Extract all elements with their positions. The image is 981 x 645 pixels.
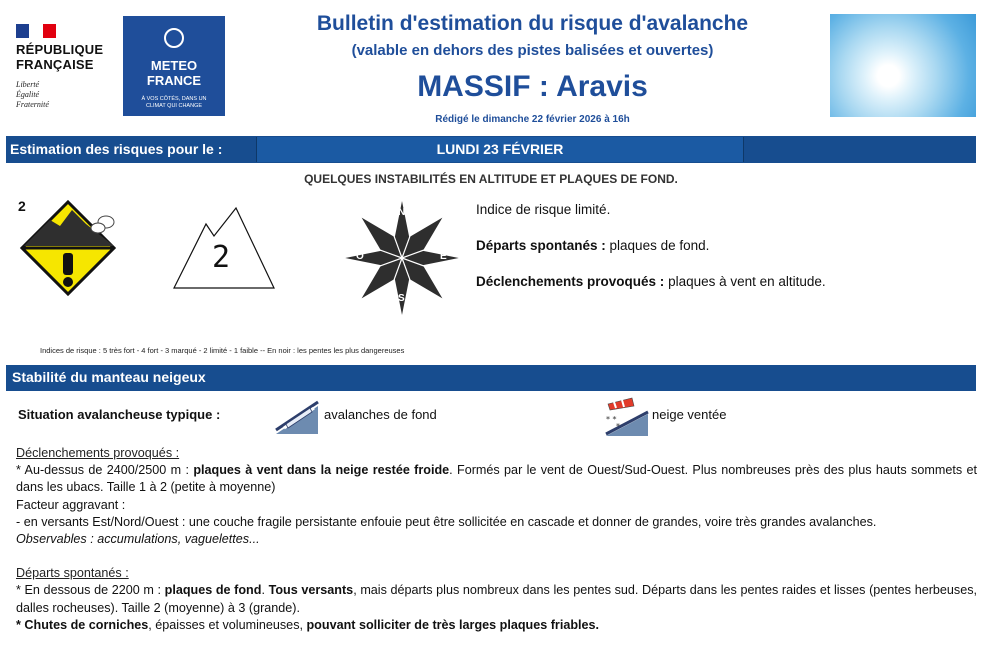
republique-motto: Liberté Égalité Fraternité: [16, 80, 49, 109]
estimation-date: LUNDI 23 FÉVRIER: [436, 141, 564, 157]
compass-south: S: [398, 293, 405, 304]
risk-level-number: 2: [18, 198, 26, 214]
wind-snow-icon: [602, 396, 650, 438]
risk-index-line: Indice de risque limité.: [476, 202, 611, 217]
observables: Observables : accumulations, vaguelettes...: [16, 532, 260, 547]
spontaneous-heading: Départs spontanés :: [16, 566, 129, 581]
risk-level-pictogram-icon: [16, 196, 120, 300]
situation-glide-avalanche: avalanches de fond: [324, 407, 437, 422]
bulletin-subtitle: (valable en dehors des pistes balisées et ouvertes): [351, 42, 714, 59]
risk-summary: QUELQUES INSTABILITÉS EN ALTITUDE ET PLAQUES DE FOND.: [304, 172, 678, 186]
provoked-paragraph: * Au-dessus de 2400/2500 m : plaques à vent dans la neige restée froide. Formés par le vent de Ouest/Sud-Ouest. Plus nombreuses près des plus hauts sommets et dans les ubacs. Taille 1 à 2 (petite à moyenne): [16, 463, 977, 495]
svg-text:* *: * *: [606, 415, 617, 424]
provoked-line: Déclenchements provoqués : plaques à vent en altitude.: [476, 274, 826, 289]
compass-east: E: [440, 251, 447, 262]
sky-image: [830, 14, 976, 117]
compass-west: O: [356, 251, 364, 262]
aggravating-factor-text: - en versants Est/Nord/Ouest : une couche fragile persistante enfouie peut être sollicitée en cascade et donner de grandes, voire très grandes avalanches.: [16, 514, 877, 529]
spontaneous-paragraph: * En dessous de 2200 m : plaques de fond. Tous versants, mais départs plus nombreux dans les pentes sud. Départs dans les pentes raides et lisses (pentes herbeuses, dalles rocheuses). Taille 2 (moyenne) à 3 (grande).: [16, 583, 978, 615]
mountain-risk-level: 2: [212, 240, 231, 275]
french-flag: [16, 24, 56, 38]
redaction-date: Rédigé le dimanche 22 février 2026 à 16h: [435, 114, 630, 125]
situation-wind-snow: neige ventée: [652, 407, 727, 422]
bulletin-title: Bulletin d'estimation du risque d'avalanche: [316, 12, 749, 35]
compass-north: N: [398, 207, 406, 218]
typical-situation-label: Situation avalancheuse typique :: [18, 407, 221, 422]
estimation-label: Estimation des risques pour le :: [10, 141, 223, 157]
republique-francaise-logo: RÉPUBLIQUE FRANÇAISE: [16, 42, 104, 72]
stability-details: [16, 445, 977, 634]
risk-details: [476, 202, 946, 310]
massif-title: MASSIF : Aravis: [417, 70, 648, 103]
stability-title: Stabilité du manteau neigeux: [12, 369, 206, 385]
cornice-paragraph: * Chutes de corniches, épaisses et volumineuses, pouvant solliciter de très larges plaques friables.: [16, 617, 600, 632]
spontaneous-line: Départs spontanés : plaques de fond.: [476, 238, 710, 253]
aggravating-factor-label: Facteur aggravant :: [16, 497, 126, 512]
glide-avalanche-icon: [274, 400, 320, 436]
provoked-heading: Déclenchements provoqués :: [16, 446, 180, 460]
risk-legend: Indices de risque : 5 très fort - 4 fort - 3 marqué - 2 limité - 1 faible -- En noir : les pentes les plus dangereuses: [40, 346, 405, 355]
meteo-france-emblem-icon: [164, 28, 184, 48]
svg-text:*: *: [616, 422, 620, 431]
meteo-france-logo: METEO FRANCE À VOS CÔTÉS, DANS UN CLIMAT QUI CHANGE: [123, 16, 225, 116]
